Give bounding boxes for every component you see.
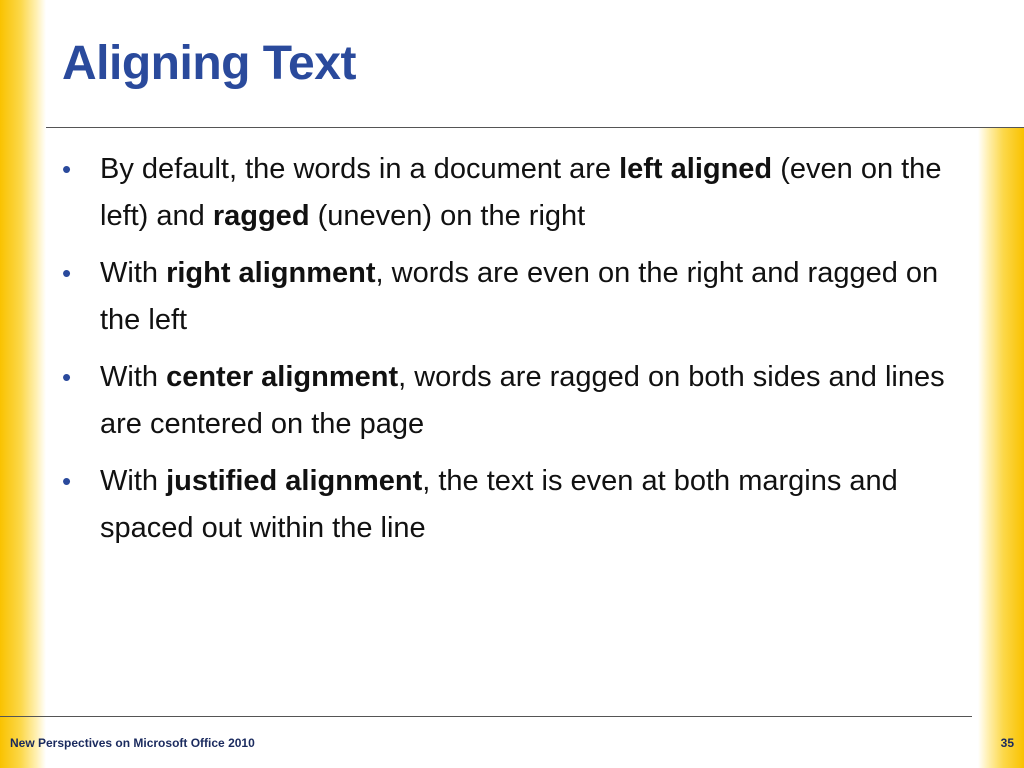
bullet-text-run: (even on the left) and — [100, 153, 942, 232]
slide-title: Aligning Text — [62, 37, 356, 90]
bullet-text-run: With — [100, 257, 167, 289]
bullet-text — [100, 153, 941, 232]
left-decorative-band — [0, 0, 46, 768]
bullet-list — [58, 146, 958, 562]
bullet-text-run: (uneven) on the right — [309, 200, 586, 232]
bullet-text-run: With — [100, 465, 167, 497]
bullet-marker: • — [62, 258, 72, 288]
footer-divider — [0, 716, 972, 717]
bullet-text — [100, 465, 898, 544]
bullet-text-run: , the text is even at both margins and spaced out within the line — [100, 465, 898, 544]
bullet-text — [100, 257, 938, 336]
title-divider — [46, 127, 1024, 128]
bullet-text-run: With — [100, 361, 167, 393]
bullet-bold-term: justified alignment — [166, 465, 423, 497]
bullet-bold-term: left aligned — [619, 153, 773, 185]
bullet-marker: • — [62, 154, 72, 184]
bullet-text-run: By default, the words in a document are — [100, 153, 620, 185]
footer-caption: New Perspectives on Microsoft Office 2010 — [10, 736, 255, 750]
right-decorative-band — [978, 128, 1024, 768]
bullet-marker: • — [62, 362, 72, 392]
page-number: 35 — [1000, 736, 1014, 750]
bullet-item — [58, 458, 958, 552]
bullet-text — [100, 361, 945, 440]
bullet-item — [58, 354, 958, 448]
bullet-bold-term: right alignment — [166, 257, 376, 289]
bullet-text-run: , words are ragged on both sides and lines are centered on the page — [100, 361, 945, 440]
bullet-item — [58, 250, 958, 344]
bullet-marker: • — [62, 466, 72, 496]
bullet-text-run: , words are even on the right and ragged on the left — [100, 257, 939, 336]
bullet-bold-term: ragged — [212, 200, 310, 232]
bullet-item — [58, 146, 958, 240]
bullet-bold-term: center alignment — [166, 361, 399, 393]
